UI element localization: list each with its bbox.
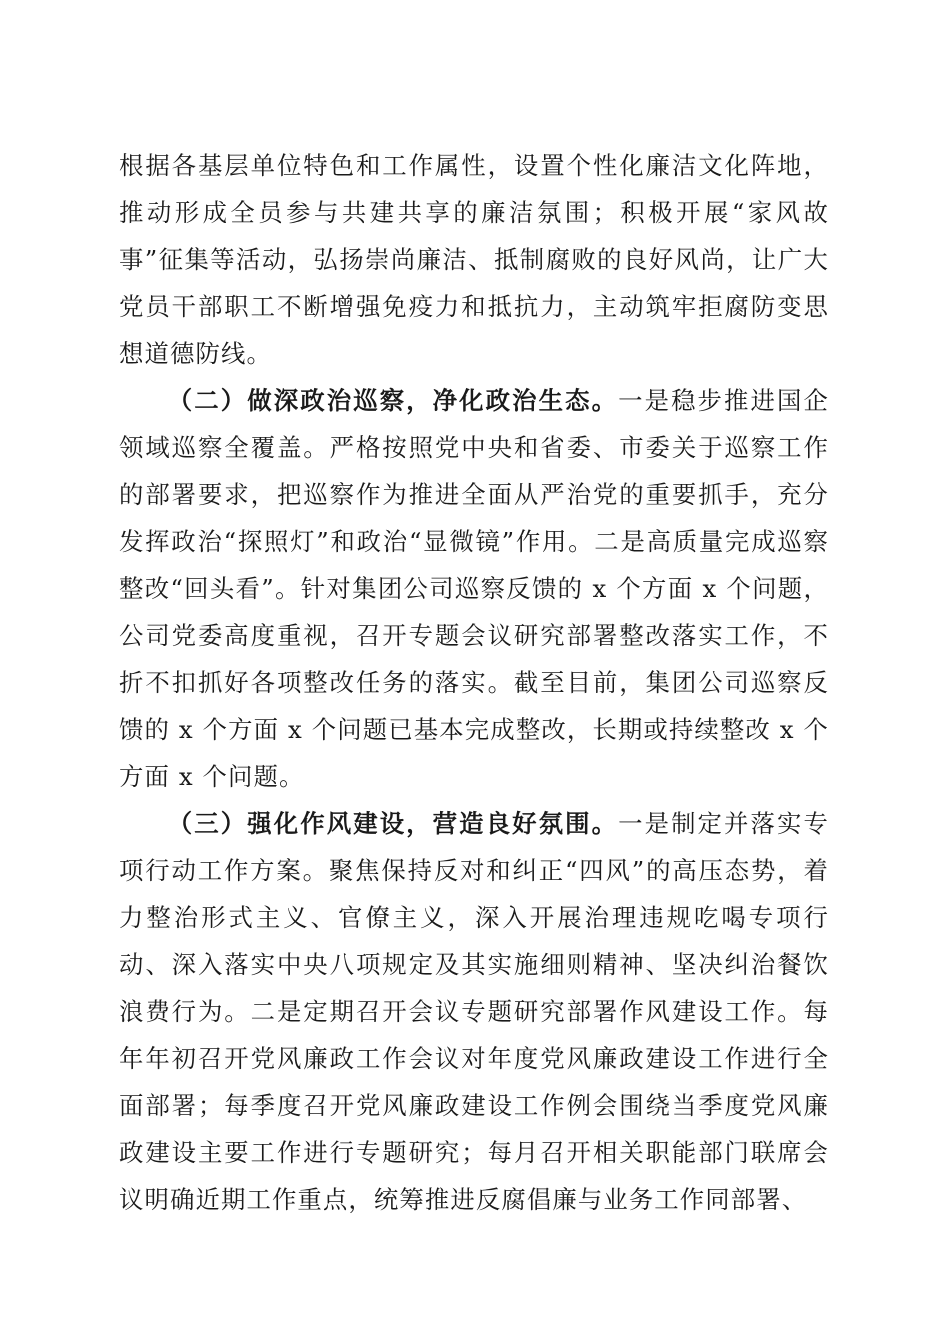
paragraph-text: 一是稳步推进国企领域巡察全覆盖。严格按照党中央和省委、市委关于巡察工作的部署要求，把巡察作为推进全面从严治党的重要抓手，充分发挥政治“探照灯”和政治“显微镜”作用。二是高质量完成巡察整改“回头看”。针对集团公司巡察反馈的 x 个方面 x 个问题，公司党委高度重视，召开专题会议研究部署整改落实工作，不折不扣抓好各项整改任务的落实。截至目前，集团公司巡察反馈的 x 个方面 x 个问题已基本完成整改，长期或持续整改 x 个方面 x 个问题。 — [119, 386, 829, 791]
section-heading-3: （三）强化作风建设，营造良好氛围。 — [167, 809, 619, 838]
paragraph-text: 一是制定并落实专项行动工作方案。聚焦保持反对和纠正“四风”的高压态势，着力整治形式主义、官僚主义，深入开展治理违规吃喝专项行动、深入落实中央八项规定及其实施细则精神、坚决纠治餐饮浪费行为。二是定期召开会议专题研究部署作风建设工作。每年年初召开党风廉政工作会议对年度党风廉政建设工作进行全面部署；每季度召开党风廉政建设工作例会围绕当季度党风廉政建设主要工作进行专题研究；每月召开相关职能部门联席会议明确近期工作重点，统筹推进反腐倡廉与业务工作同部署、 — [119, 809, 829, 1214]
section-heading-2: （二）做深政治巡察，净化政治生态。 — [167, 386, 619, 415]
paragraph-continuation — [119, 142, 829, 377]
paragraph-section-3 — [119, 800, 829, 1223]
paragraph-section-2 — [119, 377, 829, 800]
paragraph-text: 根据各基层单位特色和工作属性，设置个性化廉洁文化阵地，推动形成全员参与共建共享的廉洁氛围；积极开展“家风故事”征集等活动，弘扬崇尚廉洁、抵制腐败的良好风尚，让广大党员干部职工不断增强免疫力和抵抗力，主动筑牢拒腐防变思想道德防线。 — [119, 151, 829, 368]
document-body — [119, 142, 829, 1223]
